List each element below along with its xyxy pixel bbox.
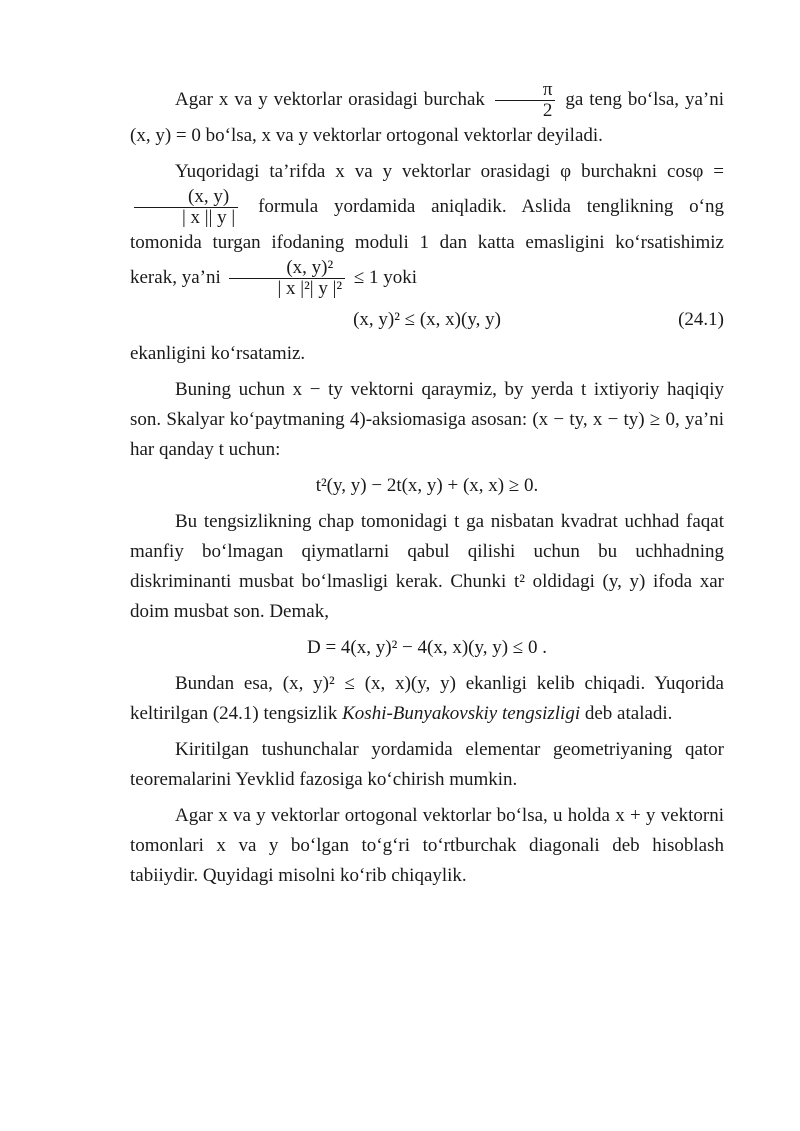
fraction-numerator: π bbox=[495, 80, 556, 101]
cos-phi-label: cosφ = bbox=[667, 161, 725, 182]
text-p1-a: Agar x va y vektorlar orasidagi burchak bbox=[175, 88, 485, 110]
fraction-numerator: (x, y)² bbox=[229, 258, 345, 279]
equation-number: (24.1) bbox=[678, 309, 724, 330]
paragraph-cauchy-schwarz bbox=[130, 669, 724, 729]
paragraph-rectangle-diagonal: Agar x va y vektorlar ortogonal vektorlar bo‘lsa, u holda x + y vektorni tomonlari x va y bo‘lgan to‘g‘ri to‘rtburchak diagonali deb hisoblash tabiiydir. Quyidagi misolni ko‘rib chiqaylik. bbox=[130, 805, 724, 886]
equation-24-1-body: (x, y)² ≤ (x, x)(y, y) bbox=[353, 309, 501, 330]
paragraph-proof-start: Buning uchun x − ty vektorni qaraymiz, by yerda t ixtiyoriy haqiqiy son. Skalyar ko‘paytmaning 4)-aksiomasiga asosan: (x − ty, x − ty) ≥ 0, ya’ni har qanday t uchun: bbox=[130, 379, 724, 460]
text-p2-b: formula yordamida aniqladik. Aslida tenglikning o‘ng tomonida turgan ifodaning moduli 1 dan katta emasligini ko‘rsatishimiz kerak, ya’ni bbox=[130, 195, 724, 288]
text-p1-c: (x, y) = 0 bo‘lsa, x va y vektorlar ortogonal vektorlar deyiladi. bbox=[130, 125, 603, 146]
text-p2-c: ≤ 1 yoki bbox=[353, 266, 418, 288]
document-page bbox=[130, 80, 724, 897]
fraction-denominator: | x || y | bbox=[182, 207, 236, 228]
text-p6-a: Bundan esa, (x, y)² ≤ (x, x)(y, y) ekanligi kelib chiqadi. Yuqorida keltirilgan (24.1) tengsizlik bbox=[130, 673, 724, 724]
paragraph-euclid-transfer: Kiritilgan tushunchalar yordamida elementar geometriyaning qator teoremalarini Yevklid fazosiga ko‘chirish mumkin. bbox=[130, 739, 724, 790]
fraction-denominator: | x |²| y |² bbox=[277, 278, 343, 299]
equation-24-1 bbox=[130, 305, 724, 335]
text-p1-b: ga teng bo‘lsa, ya’ni bbox=[565, 88, 725, 110]
paragraph-orthogonal-definition bbox=[130, 80, 724, 151]
paragraph-show: ekanligini ko‘rsatamiz. bbox=[130, 343, 306, 364]
paragraph-angle-formula bbox=[130, 157, 724, 299]
term-koshi-bunyakovskiy: Koshi-Bunyakovskiy tengsizligi bbox=[342, 703, 581, 724]
fraction-pi-over-2 bbox=[495, 80, 556, 121]
fraction-denominator: 2 bbox=[542, 100, 553, 121]
fraction-squared-ratio bbox=[229, 258, 345, 299]
fraction-numerator: (x, y) bbox=[134, 187, 238, 208]
equation-discriminant: D = 4(x, y)² − 4(x, x)(y, y) ≤ 0 . bbox=[306, 637, 547, 658]
paragraph-discriminant-reason: Bu tengsizlikning chap tomonidagi t ga nisbatan kvadrat uchhad faqat manfiy bo‘lmagan qiymatlarni qabul qilishi uchun bu uchhadning diskriminanti musbat bo‘lmasligi kerak. Chunki t² oldidagi (y, y) ifoda xar doim musbat son. Demak, bbox=[130, 511, 724, 622]
text-p2-a: Yuqoridagi ta’rifda x va y vektorlar orasidagi φ burchakni bbox=[175, 161, 658, 182]
text-p6-b: deb ataladi. bbox=[584, 703, 673, 724]
fraction-cos-phi bbox=[134, 187, 238, 228]
equation-quadratic: t²(y, y) − 2t(x, y) + (x, x) ≥ 0. bbox=[315, 475, 539, 496]
